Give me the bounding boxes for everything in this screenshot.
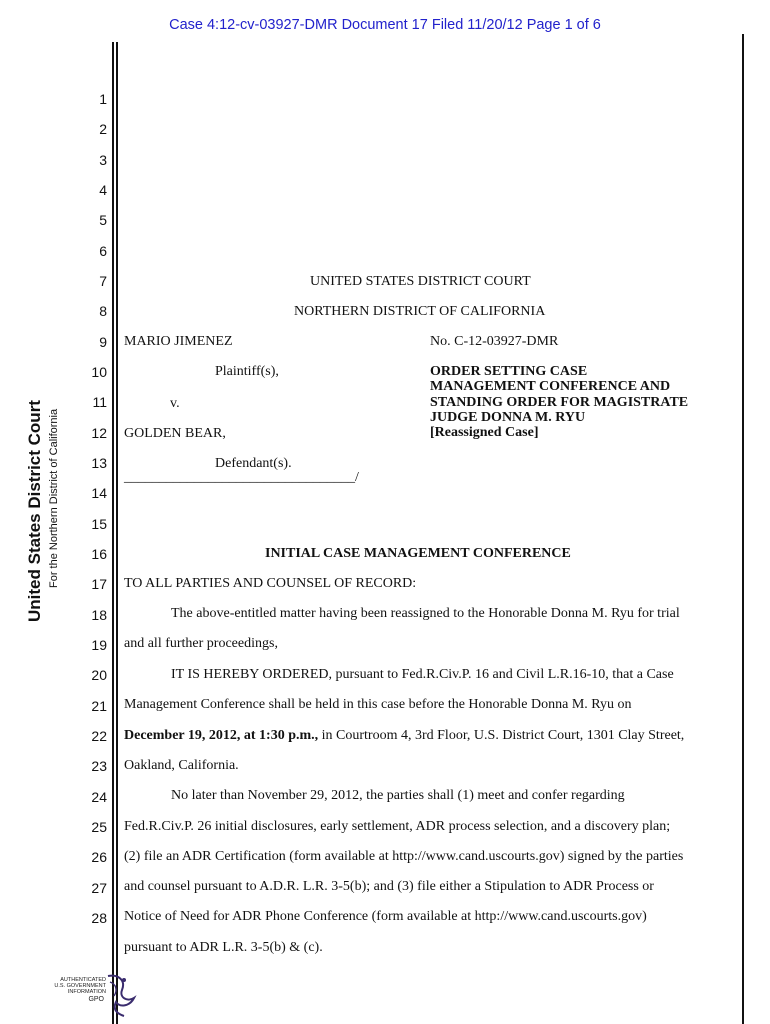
defendant-name: GOLDEN BEAR, xyxy=(124,426,226,441)
versus: v. xyxy=(170,396,180,411)
line-number: 12 xyxy=(91,424,107,441)
line-number: 25 xyxy=(91,818,107,835)
plaintiff-name: MARIO JIMENEZ xyxy=(124,334,233,349)
paragraph-1-line-1: The above-entitled matter having been reassigned to the Honorable Donna M. Ryu for trial xyxy=(171,606,680,621)
sidebar-court-name: United States District Court xyxy=(25,400,44,622)
court-title: UNITED STATES DISTRICT COURT xyxy=(310,274,531,289)
district-title: NORTHERN DISTRICT OF CALIFORNIA xyxy=(294,304,546,319)
gpo-seal-line-2: U.S. GOVERNMENT xyxy=(54,983,106,989)
line-number: 7 xyxy=(99,272,107,289)
paragraph-2-line-4: Oakland, California. xyxy=(124,758,239,773)
sidebar-district: For the Northern District of California xyxy=(48,408,60,588)
paragraph-3-line-1: No later than November 29, 2012, the parties shall (1) meet and confer regarding xyxy=(171,788,625,803)
line-number: 3 xyxy=(99,151,107,168)
order-title-line-2: MANAGEMENT CONFERENCE AND xyxy=(430,379,671,394)
line-number: 6 xyxy=(99,242,107,259)
line-number: 4 xyxy=(99,181,107,198)
section-heading: INITIAL CASE MANAGEMENT CONFERENCE xyxy=(265,546,571,561)
line-number: 24 xyxy=(91,788,107,805)
eagle-icon xyxy=(100,972,140,1018)
gpo-seal-mark: GPO xyxy=(88,996,104,1003)
line-number: 11 xyxy=(92,394,107,411)
gpo-seal-line-1: AUTHENTICATED xyxy=(60,977,106,983)
paragraph-1-line-2: and all further proceedings, xyxy=(124,636,278,651)
paragraph-3-line-4: and counsel pursuant to A.D.R. L.R. 3-5(b); and (3) file either a Stipulation to ADR Process or xyxy=(124,879,654,894)
gpo-seal-line-3: INFORMATION xyxy=(67,989,106,995)
conference-location: in Courtroom 4, 3rd Floor, U.S. District Court, 1301 Clay Street, xyxy=(318,728,685,743)
conference-date: December 19, 2012, at 1:30 p.m., xyxy=(124,728,319,743)
filing-header: Case 4:12-cv-03927-DMR Document 17 Filed 11/20/12 Page 1 of 6 xyxy=(169,17,601,33)
line-number: 8 xyxy=(99,303,107,320)
line-number: 9 xyxy=(99,333,107,350)
gpo-authentication-seal xyxy=(32,972,142,1018)
line-number: 26 xyxy=(91,849,107,866)
paragraph-3-line-2: Fed.R.Civ.P. 26 initial disclosures, early settlement, ADR process selection, and a discovery plan; xyxy=(124,819,671,834)
line-number: 15 xyxy=(91,515,107,532)
salutation: TO ALL PARTIES AND COUNSEL OF RECORD: xyxy=(124,576,417,591)
line-number: 2 xyxy=(99,121,107,138)
pleading-line-left-inner xyxy=(116,42,118,1024)
paragraph-2-line-2: Management Conference shall be held in this case before the Honorable Donna M. Ryu on xyxy=(124,697,632,712)
line-number: 23 xyxy=(91,758,107,775)
line-number: 19 xyxy=(91,636,107,653)
pleading-line-right xyxy=(742,34,744,1024)
line-number: 5 xyxy=(99,212,107,229)
order-title-line-4: JUDGE DONNA M. RYU xyxy=(430,410,586,425)
order-title-line-5: [Reassigned Case] xyxy=(430,425,539,440)
paragraph-3-line-6: pursuant to ADR L.R. 3-5(b) & (c). xyxy=(124,940,323,955)
line-number: 21 xyxy=(91,697,107,714)
line-number: 28 xyxy=(91,909,107,926)
line-number: 1 xyxy=(99,91,107,107)
line-number: 18 xyxy=(91,606,107,623)
order-title-line-3: STANDING ORDER FOR MAGISTRATE xyxy=(430,395,689,410)
line-number: 16 xyxy=(91,545,107,562)
order-title-line-1: ORDER SETTING CASE xyxy=(430,364,588,379)
paragraph-3-line-5: Notice of Need for ADR Phone Conference (form available at http://www.cand.uscourts.gov) xyxy=(124,909,647,924)
line-number: 17 xyxy=(91,576,107,593)
case-number: No. C-12-03927-DMR xyxy=(430,334,559,349)
paragraph-3-line-3: (2) file an ADR Certification (form available at http://www.cand.uscourts.gov) signed by the parties xyxy=(124,849,684,864)
line-number: 22 xyxy=(91,727,107,744)
paragraph-2-line-1: IT IS HEREBY ORDERED, pursuant to Fed.R.Civ.P. 16 and Civil L.R.16-10, that a Case xyxy=(171,667,674,682)
line-number: 20 xyxy=(91,667,107,684)
pleading-line-left-outer xyxy=(112,42,114,1024)
plaintiff-label: Plaintiff(s), xyxy=(215,364,279,379)
caption-separator: _________________________________/ xyxy=(124,470,359,485)
defendant-label: Defendant(s). xyxy=(215,456,292,471)
line-number: 10 xyxy=(91,363,107,380)
line-number: 27 xyxy=(91,879,107,896)
paragraph-2-line-3 xyxy=(124,728,684,744)
line-number: 13 xyxy=(91,454,107,471)
line-number: 14 xyxy=(91,485,107,502)
